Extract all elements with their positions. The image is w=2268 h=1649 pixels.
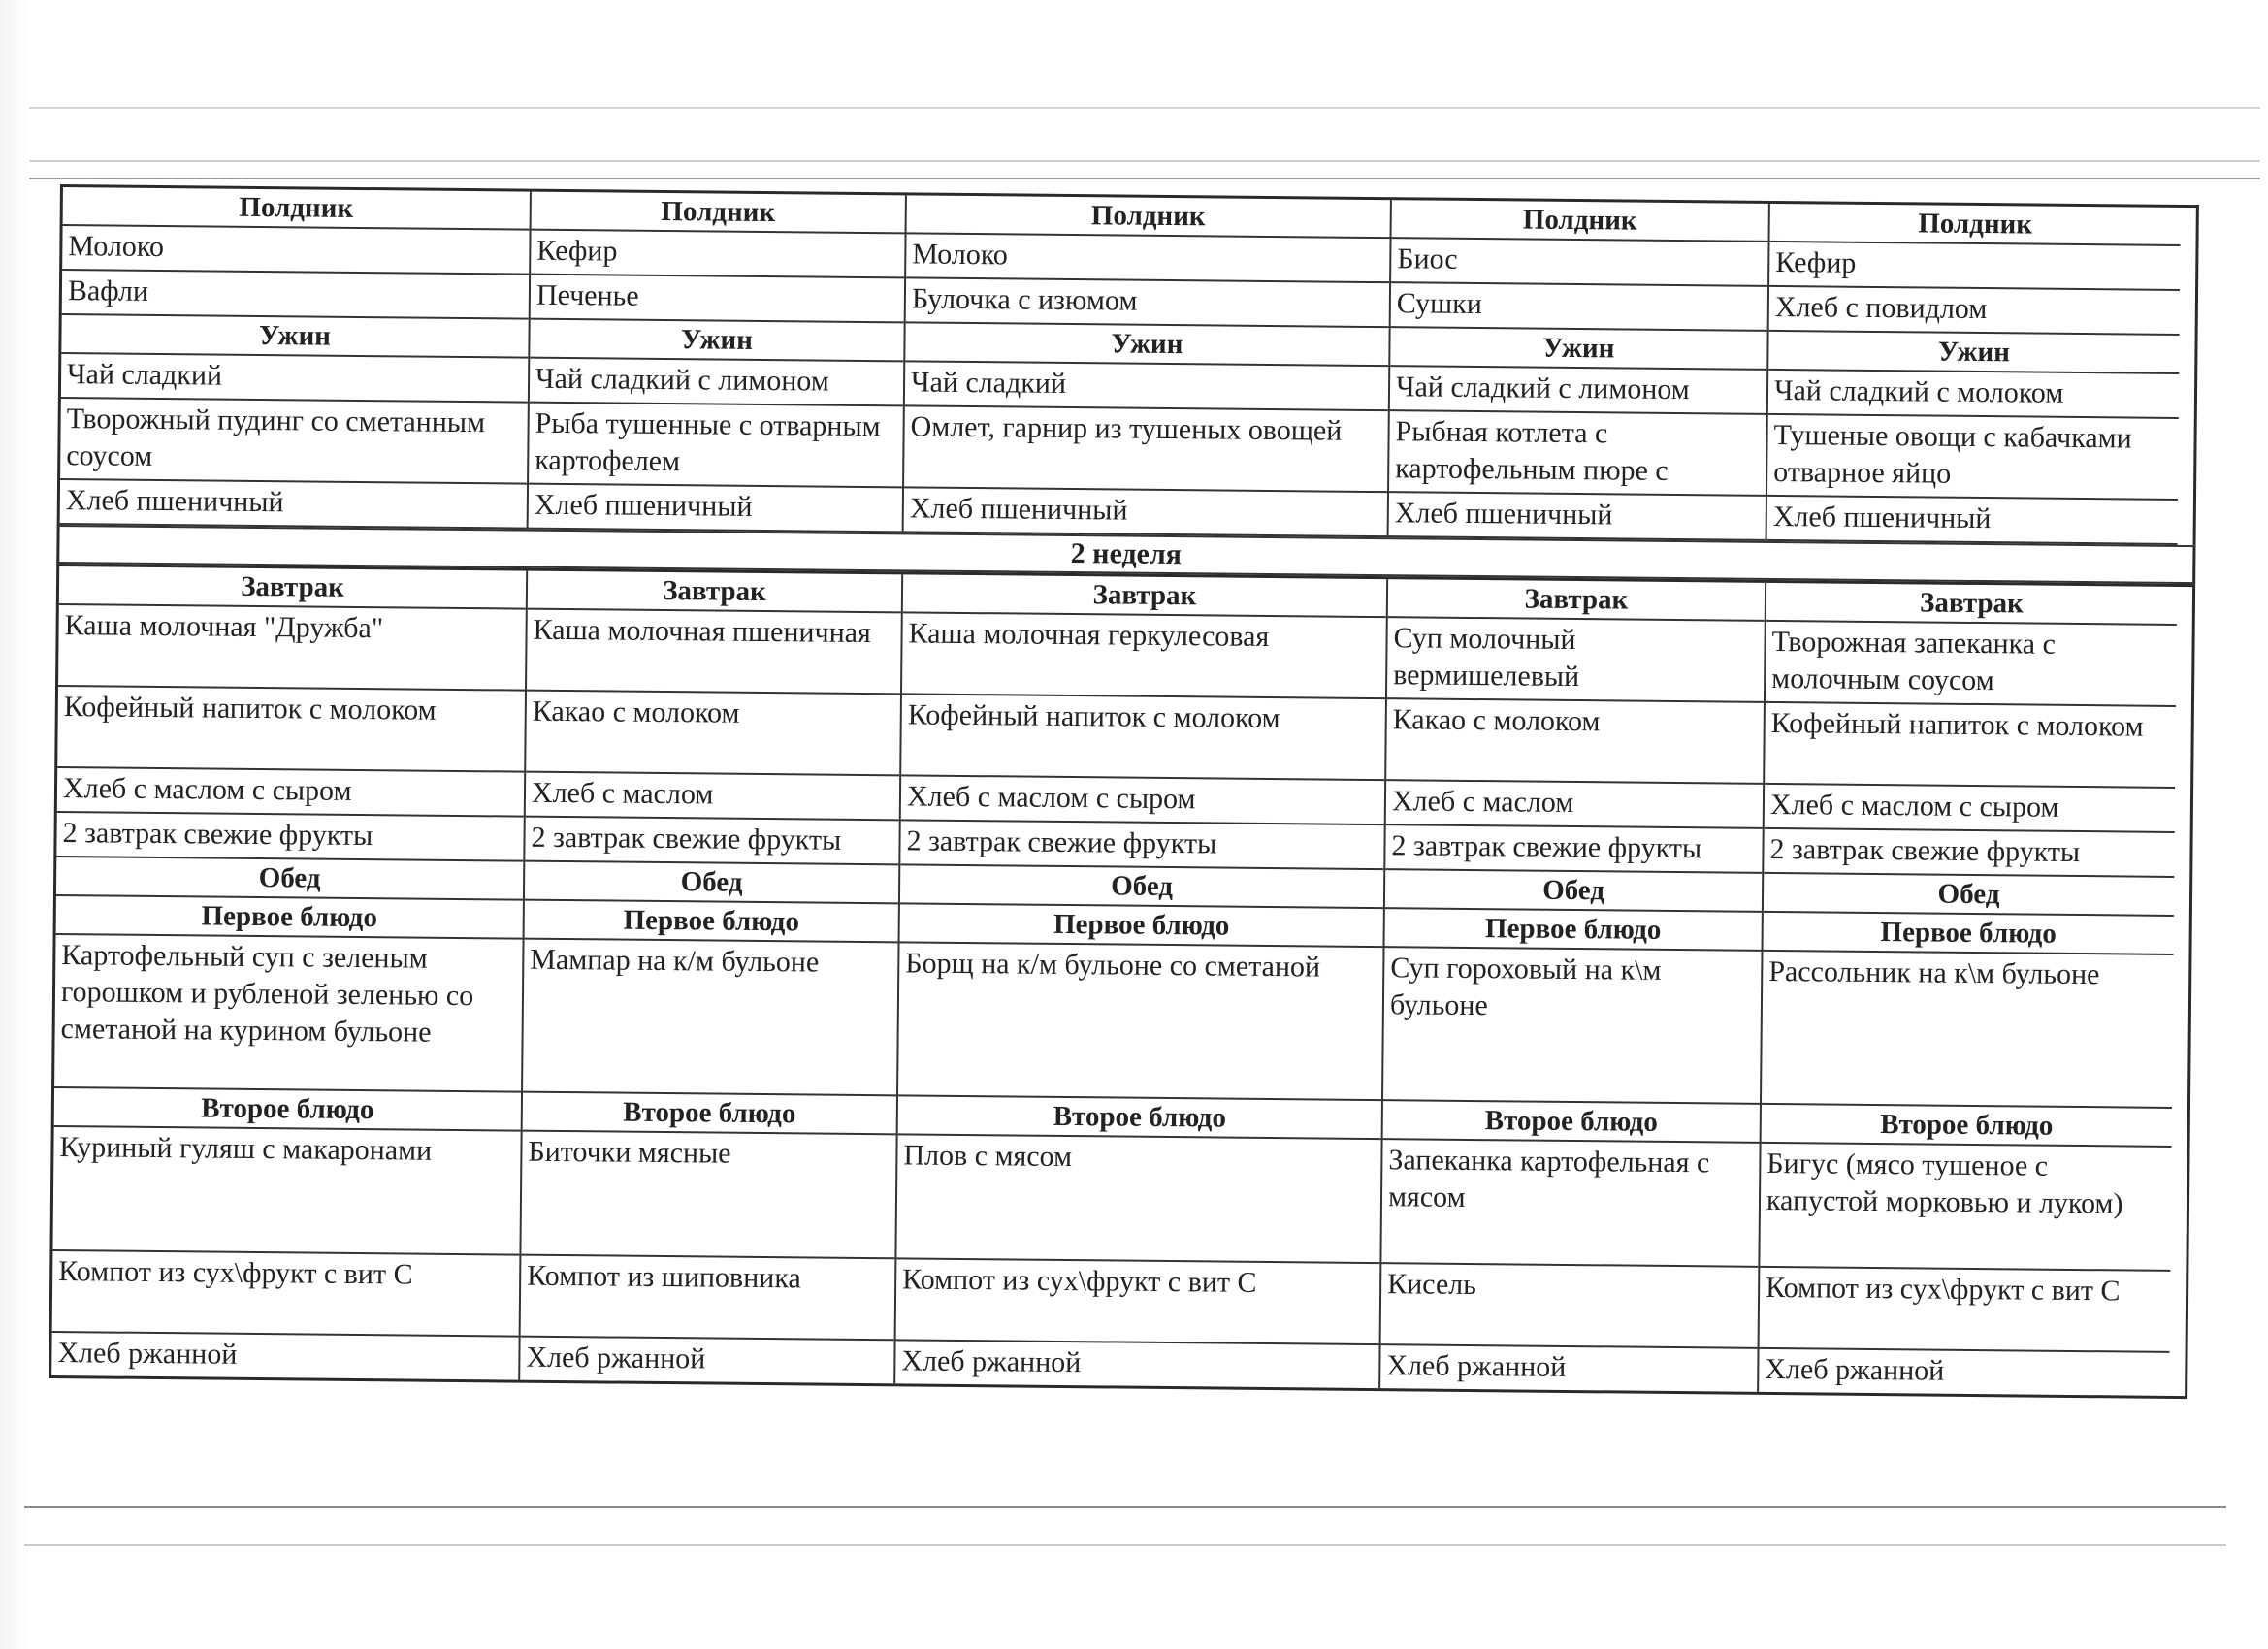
- menu-item: Печенье: [531, 275, 904, 324]
- scan-edge-shadow: [0, 0, 29, 1649]
- menu-item: Молоко: [62, 226, 529, 275]
- poldnik-header: Полдник: [1770, 204, 2181, 246]
- first-course-item: Рассольник на к\м бульоне: [1762, 952, 2173, 1109]
- menu-item: Каша молочная геркулесовая: [902, 613, 1386, 699]
- menu-item: Какао с молоком: [526, 692, 900, 777]
- poldnik-header: Полдник: [63, 187, 530, 231]
- menu-item: Хлеб пшеничный: [904, 488, 1387, 537]
- menu-item: Булочка с изюмом: [906, 278, 1389, 328]
- zavtrak-header: Завтрак: [1388, 579, 1765, 622]
- poldnik-header: Полдник: [907, 195, 1390, 239]
- menu-item: 2 завтрак свежие фрукты: [1764, 829, 2174, 878]
- second-course-item: Запеканка картофельная с мясом: [1381, 1140, 1759, 1268]
- day-column: [904, 195, 1392, 537]
- menu-item: Какао с молоком: [1386, 699, 1764, 785]
- menu-item: 2 завтрак свежие фрукты: [525, 818, 898, 866]
- second-course-item: Куриный гуляш с макаронами: [52, 1127, 520, 1256]
- zavtrak-header: Завтрак: [528, 571, 901, 614]
- second-course-header: Второе блюдо: [523, 1093, 896, 1136]
- obed-header: Обед: [1764, 874, 2174, 917]
- menu-item: Чай сладкий: [61, 354, 528, 404]
- menu-item: Хлеб с повидлом: [1769, 287, 2180, 336]
- menu-item: Хлеб с маслом: [1386, 781, 1763, 829]
- poldnik-header: Полдник: [1392, 200, 1768, 242]
- day-column: [1767, 204, 2181, 545]
- bread-item: Хлеб ржанной: [901, 1344, 1082, 1379]
- drink-item: Кисель: [1381, 1264, 1759, 1349]
- menu-item: Рыбная котлета с картофельным пюре с: [1389, 411, 1766, 497]
- menu-item: Хлеб пшеничный: [1389, 493, 1766, 541]
- menu-item: Хлеб с маслом с сыром: [57, 768, 524, 818]
- week2-breakfast-lunch-table: [49, 564, 2195, 1399]
- menu-item: Чай сладкий: [905, 362, 1388, 411]
- first-course-item: Суп гороховый на к\м бульоне: [1383, 948, 1761, 1105]
- menu-item: Чай сладкий с молоком: [1768, 371, 2179, 419]
- drink-item: Компот из шиповника: [521, 1256, 895, 1342]
- first-course-header: Первое блюдо: [56, 896, 523, 940]
- second-course-header: Второе блюдо: [1762, 1105, 2172, 1148]
- uzhin-header: Ужин: [61, 315, 528, 359]
- menu-item: Суп молочный вермишелевый: [1387, 618, 1765, 703]
- menu-item: Чай сладкий с лимоном: [530, 359, 903, 407]
- menu-item: Каша молочная "Дружба": [58, 605, 526, 692]
- obed-header: Обед: [1385, 870, 1762, 913]
- uzhin-header: Ужин: [530, 320, 903, 363]
- obed-header: Обед: [56, 857, 523, 901]
- first-course-item: Борщ на к/м бульоне со сметаной: [898, 943, 1382, 1101]
- zavtrak-header: Завтрак: [59, 566, 526, 610]
- menu-item: Вафли: [62, 271, 529, 320]
- day-column: [895, 574, 1388, 1388]
- menu-item: Хлеб с маслом с сыром: [901, 776, 1384, 825]
- first-course-header: Первое блюдо: [1763, 913, 2173, 955]
- first-course-header: Первое блюдо: [900, 904, 1383, 948]
- uzhin-header: Ужин: [1768, 332, 2179, 374]
- day-column: [1380, 579, 1766, 1392]
- menu-item: 2 завтрак свежие фрукты: [900, 821, 1383, 870]
- poldnik-header: Полдник: [532, 192, 905, 235]
- menu-item: Омлет, гарнир из тушеных овощей: [904, 406, 1388, 493]
- obed-header: Обед: [900, 865, 1383, 909]
- scan-artifact-line: [29, 178, 2260, 179]
- bread-item: Хлеб ржанной: [1765, 1352, 1945, 1387]
- first-course-item: Картофельный суп с зеленым горошком и рубленой зеленью со сметаной на курином бульоне: [54, 935, 522, 1093]
- bread-item: Хлеб ржанной: [526, 1341, 706, 1375]
- second-course-header: Второе блюдо: [898, 1096, 1381, 1140]
- menu-sheet: [49, 184, 2199, 1399]
- second-course-item: Плов с мясом: [896, 1135, 1380, 1264]
- menu-item: Хлеб пшеничный: [60, 480, 527, 530]
- menu-item: Каша молочная пшеничная: [527, 610, 901, 695]
- drink-item: Компот из сух\фрукт с вит С: [896, 1259, 1380, 1345]
- menu-item: Хлеб пшеничный: [529, 485, 902, 534]
- menu-item: Сушки: [1391, 283, 1767, 332]
- day-column: [60, 187, 532, 530]
- menu-item: Кефир: [531, 231, 904, 279]
- menu-item: Хлеб пшеничный: [1767, 497, 2178, 545]
- day-column: [529, 192, 907, 534]
- bread-item: Хлеб ржанной: [57, 1337, 238, 1371]
- second-course-header: Второе блюдо: [1383, 1101, 1760, 1144]
- second-course-item: Биточки мясные: [521, 1132, 895, 1260]
- menu-item: Рыба тушенные с отварным картофелем: [529, 404, 903, 489]
- scan-artifact-line: [29, 160, 2260, 162]
- week1-afternoon-evening-table: [57, 184, 2199, 545]
- uzhin-header: Ужин: [1390, 328, 1766, 371]
- obed-header: Обед: [525, 862, 898, 905]
- week-label: 2 неделя: [56, 525, 2195, 584]
- menu-item: 2 завтрак свежие фрукты: [56, 813, 523, 862]
- day-column: [1759, 583, 2177, 1396]
- bread-item: Хлеб ржанной: [1386, 1349, 1567, 1383]
- menu-item: Хлеб с маслом с сыром: [1765, 785, 2175, 833]
- drink-item: Компот из сух\фрукт с вит С: [52, 1251, 520, 1338]
- second-course-header: Второе блюдо: [54, 1088, 521, 1132]
- day-column: [1389, 200, 1770, 541]
- menu-item: Молоко: [906, 234, 1389, 283]
- menu-item: Тушеные овощи с кабачками отварное яйцо: [1767, 415, 2179, 501]
- day-column: [520, 571, 903, 1384]
- menu-item: Кофейный напиток с молоком: [901, 695, 1385, 781]
- scan-artifact-line: [24, 1544, 2226, 1546]
- menu-item: Хлеб с маслом: [526, 773, 899, 822]
- scan-artifact-line: [24, 1506, 2226, 1508]
- first-course-item: Мампар на к/м бульоне: [523, 940, 897, 1097]
- menu-item: Творожная запеканка с молочным соусом: [1766, 622, 2177, 707]
- second-course-item: Бигус (мясо тушеное с капустой морковью и луком): [1760, 1144, 2171, 1272]
- uzhin-header: Ужин: [905, 323, 1388, 367]
- menu-item: Кефир: [1769, 242, 2180, 291]
- zavtrak-header: Завтрак: [903, 574, 1386, 618]
- menu-item: Творожный пудинг со сметанным соусом: [60, 399, 528, 485]
- drink-item: Компот из сух\фрукт с вит С: [1760, 1268, 2171, 1353]
- menu-item: Биос: [1391, 239, 1767, 287]
- menu-item: Кофейный напиток с молоком: [57, 687, 525, 773]
- day-column: [51, 566, 528, 1380]
- zavtrak-header: Завтрак: [1766, 583, 2177, 626]
- first-course-header: Первое блюдо: [1385, 909, 1762, 952]
- menu-item: Кофейный напиток с молоком: [1765, 703, 2176, 789]
- first-course-header: Первое блюдо: [525, 901, 898, 944]
- menu-item: Чай сладкий с лимоном: [1390, 367, 1766, 415]
- scan-artifact-line: [29, 107, 2260, 109]
- menu-item: 2 завтрак свежие фрукты: [1385, 825, 1762, 874]
